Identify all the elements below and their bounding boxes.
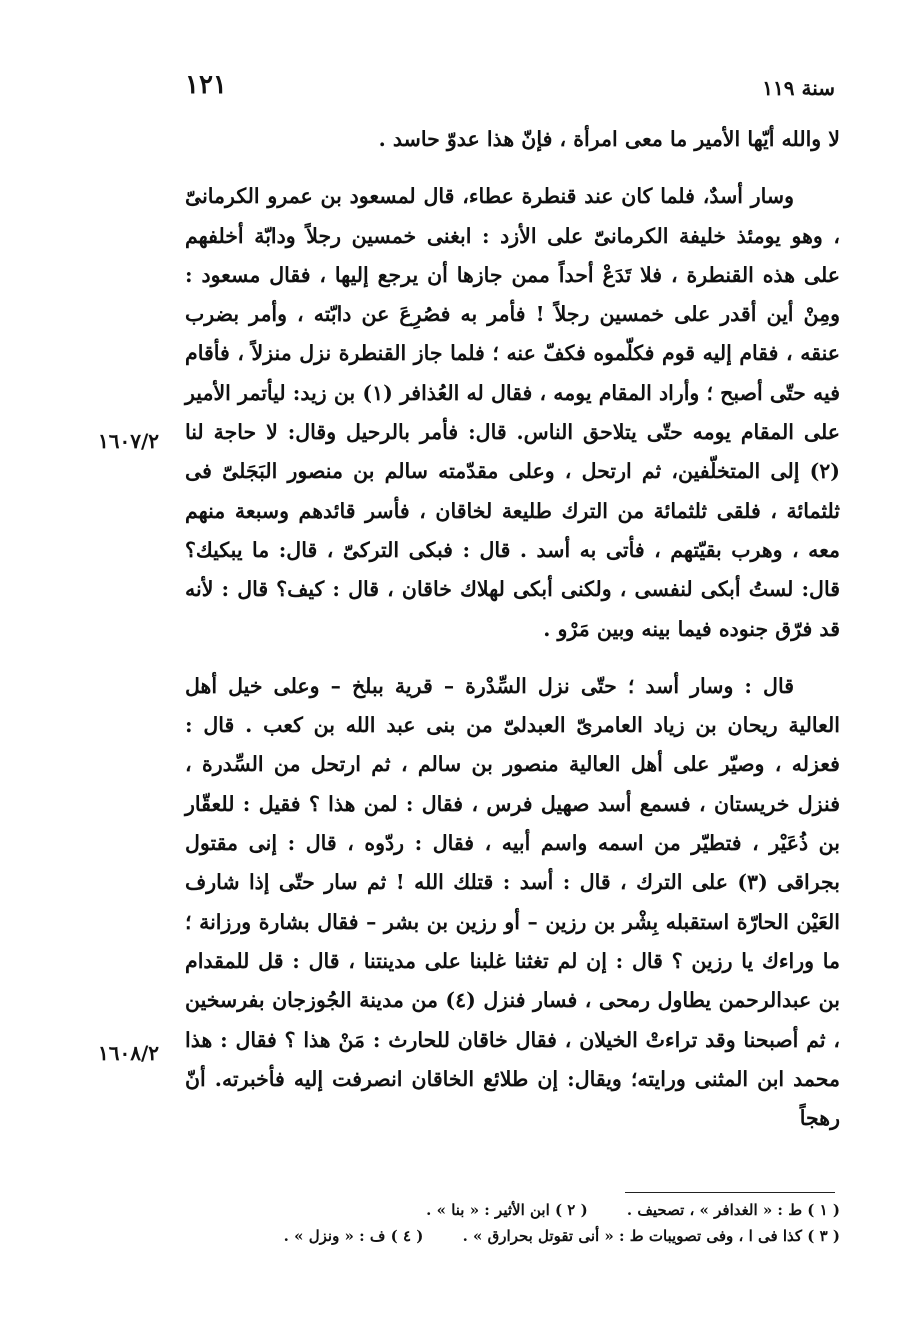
- main-text: [185, 120, 840, 1138]
- footnote-line-2: [180, 1223, 840, 1249]
- footnotes: [180, 1197, 840, 1249]
- margin-reference-1: ١٦٠٧/٢: [98, 429, 160, 453]
- margin-reference-2: ١٦٠٨/٢: [98, 1041, 160, 1065]
- page-number: ١٢١: [185, 70, 227, 100]
- paragraph-2: وسار أسدٌ، فلما كان عند قنطرة عطاء، قال لمسعود بن عمرو الكرمانىّ ، وهو يومئذ خليفة الكرمانىّ على الأزد : ابغنى خمسين رجلاً ودابّة أخلفهم على هذه القنطرة ، فلا تَدَعْ أحداً ممن جازها أن يرجع إليها ، فقال مسعود : ومِنْ أين أقدر على خمسين رجلاً ! فأمر به فصُرِعَ عن دابّته ، وأمر بضرب عنقه ، فقام إليه قوم فكلّموه فكفّ عنه ؛ فلما جاز القنطرة نزل منزلاً ، فأقام فيه حتّى أصبح ؛ وأراد المقام يومه ، فقال له العُذافر (١) بن زيد: ليأتمر الأمير على المقام يومه حتّى يتلاحق الناس. قال: فأمر بالرحيل وقال: لا حاجة لنا (٢) إلى المتخلّفين، ثم ارتحل ، وعلى مقدّمته سالم بن منصور البَجَلىّ فى ثلثمائة ، فلقى ثلثمائة من الترك طليعة لخاقان ، فأسر قائدهم وسبعة منهم معه ، وهرب بقيّتهم ، فأتى به أسد . قال : فبكى التركىّ ، قال: ما يبكيك؟ قال: لستُ أبكى لنفسى ، ولكنى أبكى لهلاك خاقان ، قال : كيف؟ قال : لأنه قد فرّق جنوده فيما بينه وبين مَرْو .: [185, 184, 840, 641]
- footnote-4: ( ٤ ) ف : « ونزل » .: [283, 1227, 424, 1245]
- footnote-divider: [625, 1192, 835, 1193]
- paragraph-3: قال : وسار أسد ؛ حتّى نزل السِّدْرة – قرية ببلخ – وعلى خيل أهل العالية ريحان بن زياد العامرىّ العبدلىّ من بنى عبد الله بن كعب . قال : فعزله ، وصيّر على أهل العالية منصور بن سالم ، ثم ارتحل من السِّدرة ، فنزل خريستان ، فسمع أسد صهيل فرس ، فقال : لمن هذا ؟ فقيل : للعقّار بن ذُعَيْر ، فتطيّر من اسمه واسم أبيه ، فقال : ردّوه ، قال : إنى مقتول بجراقى (٣) على الترك ، قال : أسد : قتلك الله ! ثم سار حتّى إذا شارف العَيْن الحارّة استقبله بِشْر بن رزين – أو رزين بن بشر – فقال بشارة ورزانة ؛ ما وراءك يا رزين ؟ قال : إن لم تغثنا غلبنا على مدينتنا ، قال : قل للمقدام بن عبدالرحمن يطاول رمحى ، فسار فنزل (٤) من مدينة الجُوزجان بفرسخين ، ثم أصبحنا وقد تراءتْ الخيلان ، فقال خاقان للحارث : مَنْ هذا ؟ فقال : هذا محمد ابن المثنى ورايته؛ ويقال: إن طلائع الخاقان انصرفت إليه فأخبرته. أنّ رهجاً: [185, 673, 840, 1131]
- paragraph-1: لا والله أيّها الأمير ما معى امرأة ، فإنّ هذا عدوّ حاسد .: [378, 127, 840, 151]
- page-header: [185, 70, 835, 110]
- running-head-year: سنة ١١٩: [762, 76, 835, 100]
- footnote-1: ( ١ ) ط : « الغدافر » ، تصحيف .: [626, 1201, 840, 1219]
- footnote-line-1: [180, 1197, 840, 1223]
- footnote-3: ( ٣ ) كذا فى ا ، وفى تصويبات ط : « أنى تقوتل بحرارق » .: [462, 1227, 840, 1245]
- footnote-2: ( ٢ ) ابن الأثير : « بنا » .: [426, 1201, 588, 1219]
